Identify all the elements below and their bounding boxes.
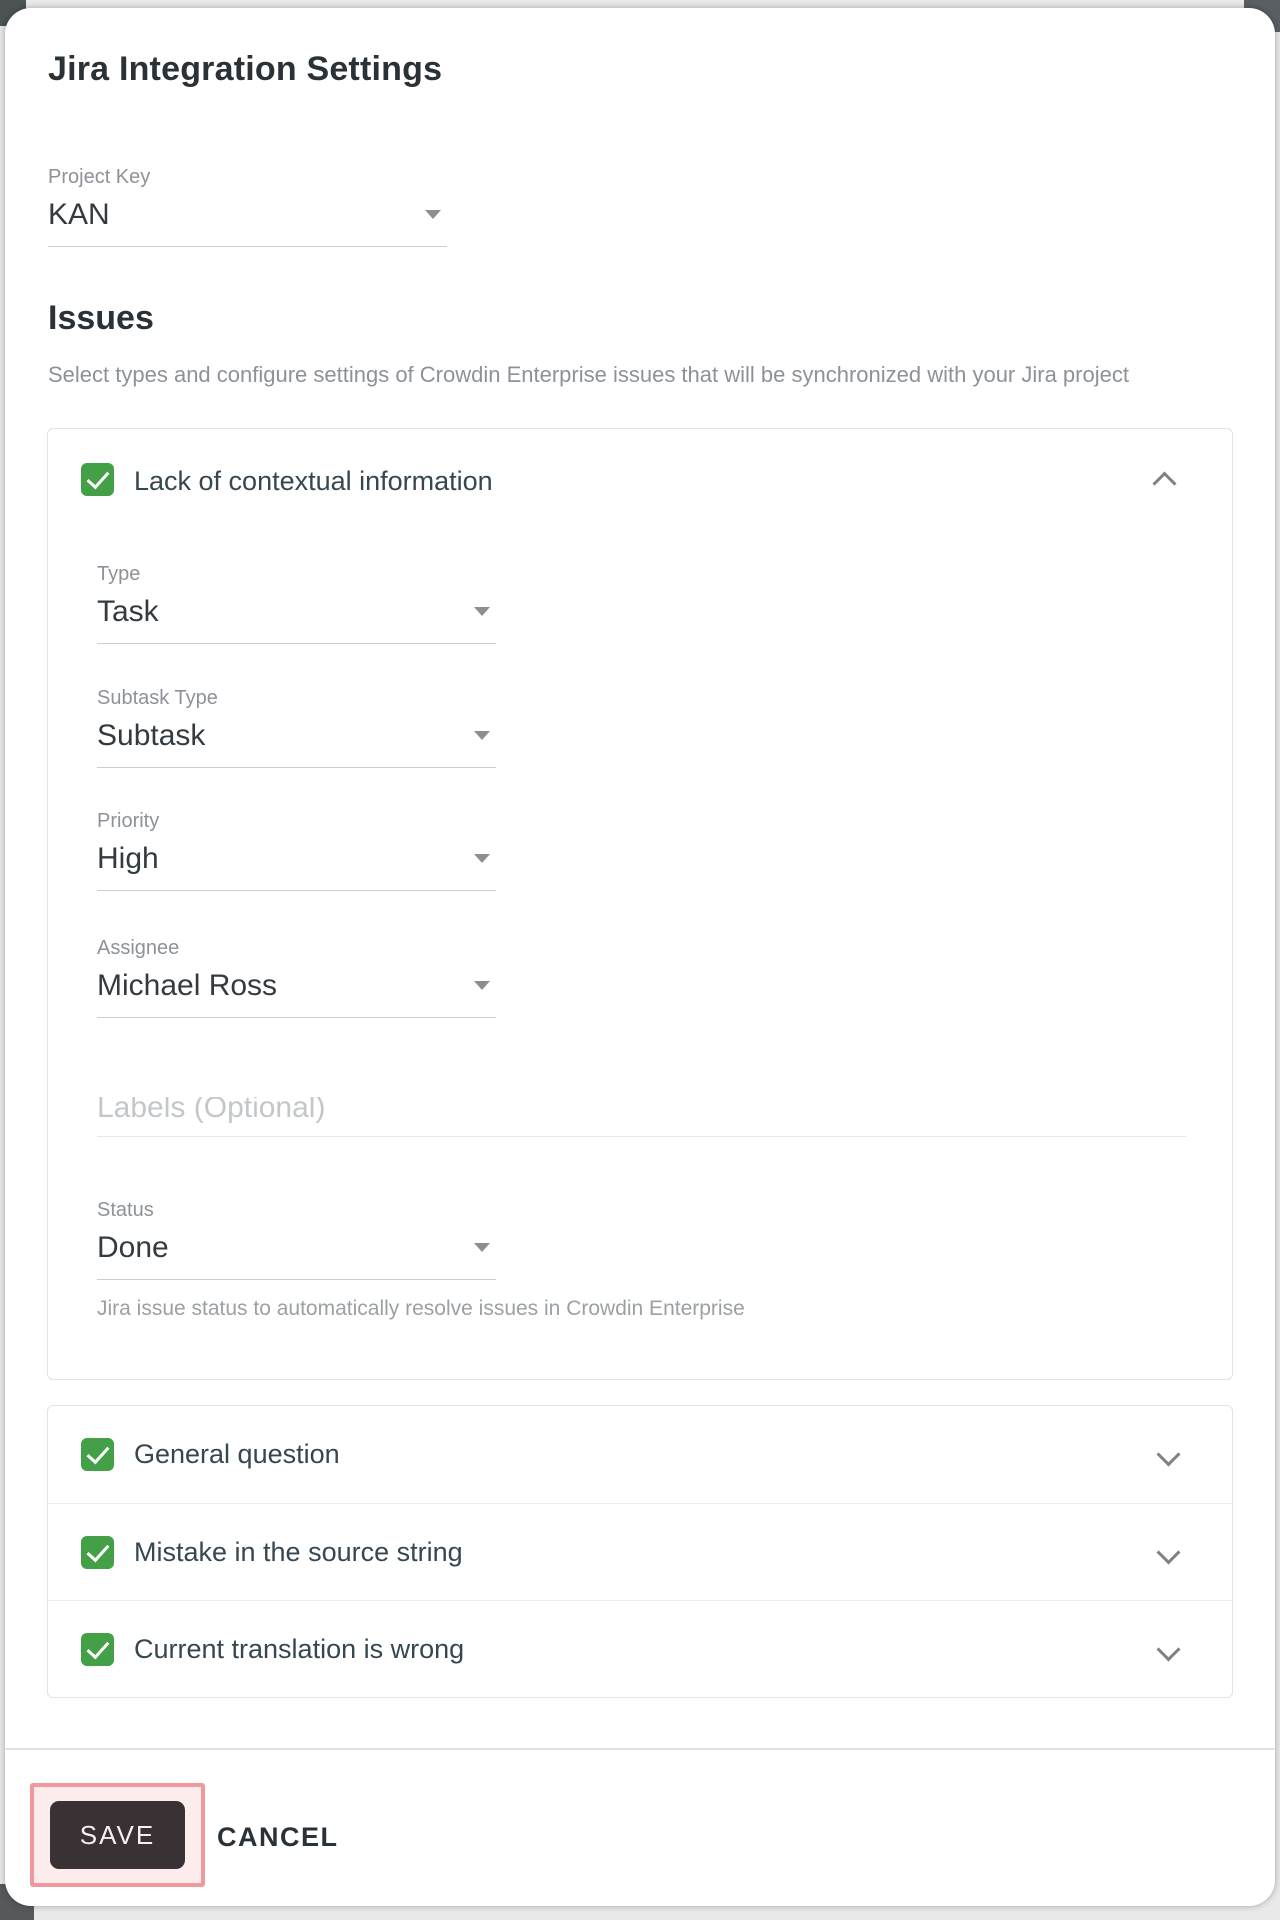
status-label: Status: [97, 1199, 154, 1221]
priority-value: High: [97, 842, 159, 875]
chevron-down-icon: [1156, 1637, 1180, 1661]
dropdown-arrow-icon: [474, 731, 490, 740]
footer-divider: [5, 1748, 1275, 1750]
status-value: Done: [97, 1231, 169, 1264]
assignee-select[interactable]: [97, 935, 496, 1018]
subtask-type-label: Subtask Type: [97, 687, 218, 709]
expand-toggle[interactable]: [1160, 1641, 1177, 1658]
jira-integration-settings-dialog: [5, 8, 1275, 1906]
collapsed-issue-cards: [47, 1405, 1233, 1698]
issue-card-title: Lack of contextual information: [134, 466, 493, 496]
issue-checkbox[interactable]: [81, 463, 114, 496]
issue-row-label: Mistake in the source string: [134, 1536, 463, 1567]
status-value-row[interactable]: [97, 1223, 496, 1280]
type-value-row[interactable]: [97, 587, 496, 644]
expand-toggle[interactable]: [1160, 1544, 1177, 1561]
issues-heading: Issues: [48, 299, 154, 337]
issue-row-translation-wrong[interactable]: [48, 1600, 1232, 1697]
priority-label: Priority: [97, 810, 160, 832]
project-key-value-row[interactable]: [48, 190, 447, 247]
subtask-type-select[interactable]: [97, 685, 496, 768]
dropdown-arrow-icon: [474, 1243, 490, 1252]
dropdown-arrow-icon: [474, 854, 490, 863]
issue-card-expanded: [47, 428, 1233, 1380]
subtask-type-value-row[interactable]: [97, 711, 496, 768]
issue-checkbox[interactable]: [81, 1536, 114, 1569]
subtask-type-value: Subtask: [97, 719, 206, 752]
cancel-button[interactable]: CANCEL: [217, 1817, 339, 1857]
chevron-down-icon: [1156, 1442, 1180, 1466]
issue-checkbox[interactable]: [81, 1438, 114, 1471]
dropdown-arrow-icon: [474, 981, 490, 990]
issues-description: Select types and configure settings of Crowdin Enterprise issues that will be synchronized with your Jira project: [48, 362, 1129, 387]
assignee-label: Assignee: [97, 937, 180, 959]
save-button[interactable]: SAVE: [50, 1801, 185, 1869]
project-key-value: KAN: [48, 198, 110, 231]
type-value: Task: [97, 595, 159, 628]
type-select[interactable]: [97, 561, 496, 644]
assignee-value-row[interactable]: [97, 961, 496, 1018]
issue-row-label: General question: [134, 1439, 340, 1469]
collapse-toggle[interactable]: [1156, 475, 1173, 492]
issue-row-label: Current translation is wrong: [134, 1633, 465, 1664]
dialog-title: Jira Integration Settings: [48, 50, 443, 88]
dropdown-arrow-icon: [425, 210, 441, 219]
priority-value-row[interactable]: [97, 834, 496, 891]
status-select[interactable]: [97, 1197, 496, 1280]
project-key-select[interactable]: [48, 164, 447, 247]
project-key-label: Project Key: [48, 166, 151, 188]
chevron-up-icon: [1152, 471, 1176, 495]
assignee-value: Michael Ross: [97, 969, 278, 1002]
issue-row-mistake-in-source[interactable]: [48, 1503, 1232, 1600]
status-helper-text: Jira issue status to automatically resolve issues in Crowdin Enterprise: [97, 1297, 745, 1320]
issue-checkbox[interactable]: [81, 1633, 114, 1666]
chevron-down-icon: [1156, 1540, 1180, 1564]
priority-select[interactable]: [97, 808, 496, 891]
save-button-highlight: [30, 1783, 205, 1887]
expand-toggle[interactable]: [1160, 1446, 1177, 1463]
type-label: Type: [97, 563, 141, 585]
dropdown-arrow-icon: [474, 607, 490, 616]
labels-input[interactable]: [97, 1097, 1186, 1137]
issue-row-general-question[interactable]: [48, 1406, 1232, 1503]
labels-field: [97, 1097, 1186, 1137]
